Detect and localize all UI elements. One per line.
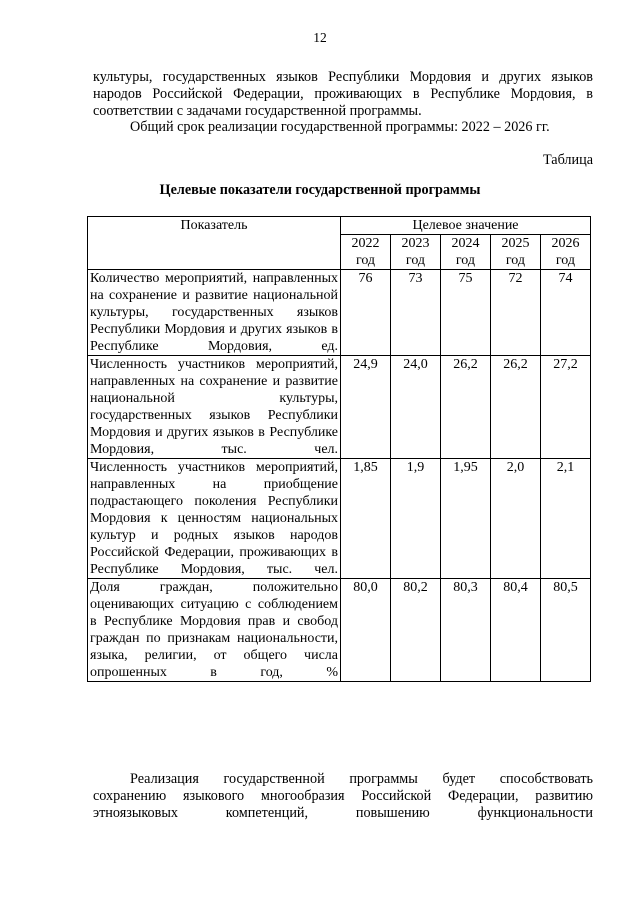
value-cell: 80,3 — [440, 579, 490, 682]
intro-line: народов Российской Федерации, проживающих в Республике Мордовия, в — [93, 86, 593, 102]
header-year: 2026 год — [540, 235, 590, 270]
target-indicators-table — [87, 216, 591, 682]
indicator-cell: Численность участников мероприятий, направленных на сохранение и развитие национальной культуры, государственных языков Республики Мордовия и других языков в Республике Мордовия, тыс. чел. — [88, 356, 341, 459]
outro-paragraph — [93, 771, 593, 822]
value-cell: 72 — [490, 270, 540, 356]
value-cell: 73 — [391, 270, 441, 356]
table-label: Таблица — [542, 152, 593, 168]
intro-line: соответствии с задачами государственной программы. — [93, 103, 422, 119]
value-cell: 26,2 — [440, 356, 490, 459]
table-header-row — [88, 217, 591, 235]
intro-paragraph — [93, 69, 593, 120]
header-year: 2024 год — [440, 235, 490, 270]
indicator-cell: Доля граждан, положительно оценивающих ситуацию с соблюдением в Республике Мордовия прав и свобод граждан по признакам национальности, языка, религии, от общего числа опрошенных в год, % — [88, 579, 341, 682]
value-cell: 74 — [540, 270, 590, 356]
header-year: 2025 год — [490, 235, 540, 270]
table-row — [88, 270, 591, 356]
header-year: 2023 год — [391, 235, 441, 270]
value-cell: 1,95 — [440, 459, 490, 579]
indicator-cell: Количество мероприятий, направленных на сохранение и развитие национальной культуры, государственных языков Республики Мордовия и других языков в Республике Мордовия, ед. — [88, 270, 341, 356]
header-indicator: Показатель — [88, 217, 341, 270]
value-cell: 27,2 — [540, 356, 590, 459]
table-row — [88, 579, 591, 682]
value-cell: 24,9 — [341, 356, 391, 459]
outro-line: сохранению языкового многообразия Российской Федерации, развитию — [93, 788, 593, 804]
value-cell: 2,1 — [540, 459, 590, 579]
value-cell: 80,5 — [540, 579, 590, 682]
indicator-cell: Численность участников мероприятий, направленных на приобщение подрастающего поколения Республики Мордовия к ценностям национальных культур и родных языков народов Российской Федерации, проживающих в Республике Мордовия, тыс. чел. — [88, 459, 341, 579]
value-cell: 26,2 — [490, 356, 540, 459]
value-cell: 80,0 — [341, 579, 391, 682]
value-cell: 1,85 — [341, 459, 391, 579]
value-cell: 80,2 — [391, 579, 441, 682]
value-cell: 24,0 — [391, 356, 441, 459]
page-number: 12 — [313, 30, 327, 45]
value-cell: 1,9 — [391, 459, 441, 579]
outro-line: Реализация государственной программы будет способствовать — [130, 771, 593, 787]
value-cell: 75 — [440, 270, 490, 356]
period-paragraph: Общий срок реализации государственной программы: 2022 – 2026 гг. — [130, 119, 550, 135]
outro-line: этноязыковых компетенций, повышению функциональности — [93, 805, 593, 821]
header-target-value: Целевое значение — [341, 217, 591, 235]
table-row — [88, 459, 591, 579]
value-cell: 2,0 — [490, 459, 540, 579]
header-year: 2022 год — [341, 235, 391, 270]
table-row — [88, 356, 591, 459]
table-title: Целевые показатели государственной программы — [159, 182, 481, 198]
value-cell: 76 — [341, 270, 391, 356]
intro-line: культуры, государственных языков Республики Мордовия и других языков — [93, 69, 593, 85]
value-cell: 80,4 — [490, 579, 540, 682]
